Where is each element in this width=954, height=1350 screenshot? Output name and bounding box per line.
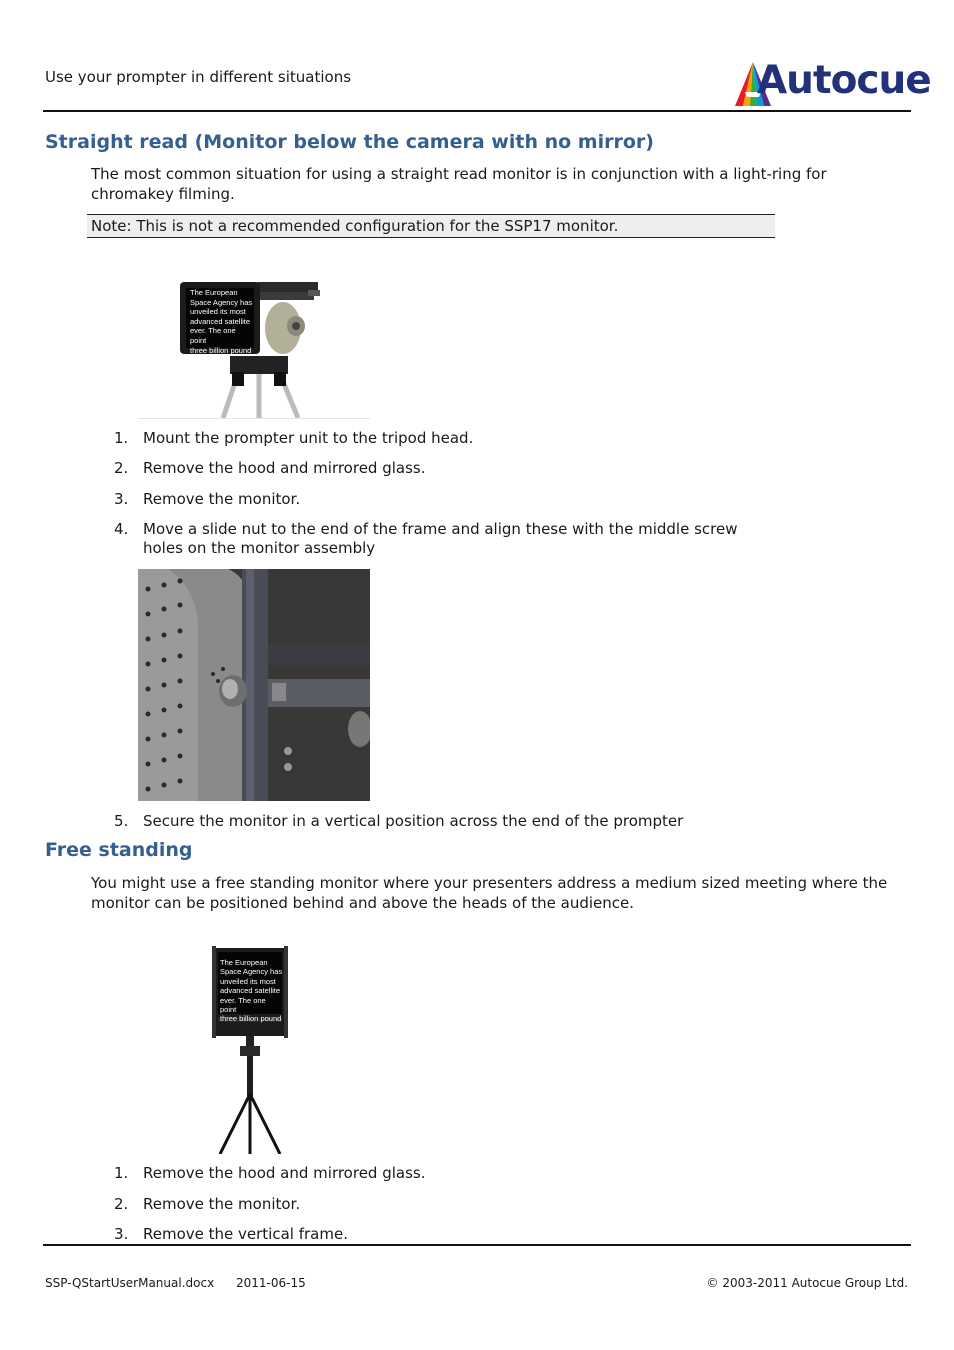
- step-text: Secure the monitor in a vertical position across the end of the prompter: [143, 812, 684, 830]
- step-text: Remove the monitor.: [143, 490, 301, 508]
- screen-line: Space Agency has: [220, 967, 283, 977]
- header-rule: [43, 110, 911, 112]
- note-text: Note: This is not a recommended configuration for the SSP17 monitor.: [91, 217, 619, 235]
- screen-line: ever. The one point: [220, 995, 266, 1015]
- step-number: 3.: [114, 490, 129, 508]
- footer-date: 2011-06-15: [236, 1276, 306, 1290]
- heading-free-standing: Free standing: [45, 839, 193, 861]
- prompter-tripod-illustration: [138, 268, 370, 418]
- screen-line: ever. The one point: [190, 326, 236, 345]
- screen-line: unveiled its most: [220, 976, 276, 986]
- screen-line: The European: [220, 958, 268, 967]
- photo-monitor-mount-closeup: [138, 569, 370, 801]
- autocue-logo: [733, 58, 931, 108]
- footer-rule: [43, 1244, 911, 1246]
- screen-line: The European: [190, 288, 238, 297]
- straight-read-intro: The most common situation for using a straight read monitor is in conjunction with a light-ring for chromakey filming.: [91, 165, 827, 203]
- step-number: 1.: [114, 1164, 129, 1182]
- step-text: [143, 520, 763, 558]
- screen-line: Space Agency has: [190, 297, 253, 307]
- step-number: 4.: [114, 520, 129, 538]
- step-text: Remove the hood and mirrored glass.: [143, 1164, 426, 1182]
- step-number: 2.: [114, 459, 129, 477]
- step-number: 3.: [114, 1225, 129, 1243]
- note-box: [87, 214, 775, 238]
- screen-line: advanced satellite: [220, 986, 281, 996]
- step-text: Mount the prompter unit to the tripod head.: [143, 429, 474, 447]
- heading-straight-read: Straight read (Monitor below the camera with no mirror): [45, 131, 654, 153]
- step-number: 5.: [114, 812, 129, 830]
- step-number: 1.: [114, 429, 129, 447]
- screen-line: three billion pound: [220, 1014, 282, 1024]
- free-standing-screen-text: [220, 958, 284, 1024]
- header-section-title: Use your prompter in different situations: [45, 68, 352, 86]
- screen-line: three billion pound: [190, 345, 252, 355]
- step-text: Remove the hood and mirrored glass.: [143, 459, 426, 477]
- logo-text: Autocue: [757, 58, 931, 103]
- screen-line: advanced satellite: [190, 316, 251, 326]
- step-number: 2.: [114, 1195, 129, 1213]
- step-text-line: holes on the monitor assembly: [143, 539, 376, 557]
- monitor-mount-illustration: [138, 569, 370, 801]
- screen-line: unveiled its most: [190, 307, 246, 317]
- footer-copyright: © 2003-2011 Autocue Group Ltd.: [706, 1276, 908, 1290]
- prompter-screen-text: [190, 288, 254, 355]
- step-text: Remove the vertical frame.: [143, 1225, 348, 1243]
- step-text: Remove the monitor.: [143, 1195, 301, 1213]
- photo-free-standing-monitor: [200, 946, 300, 1154]
- footer-filename: SSP-QStartUserManual.docx: [45, 1276, 215, 1290]
- step-text-line: Move a slide nut to the end of the frame and align these with the middle screw: [143, 520, 738, 538]
- free-standing-intro: You might use a free standing monitor where your presenters address a medium sized meeting where the monitor can be positioned behind and above the heads of the audience.: [91, 874, 888, 912]
- photo-prompter-on-tripod: [138, 268, 370, 419]
